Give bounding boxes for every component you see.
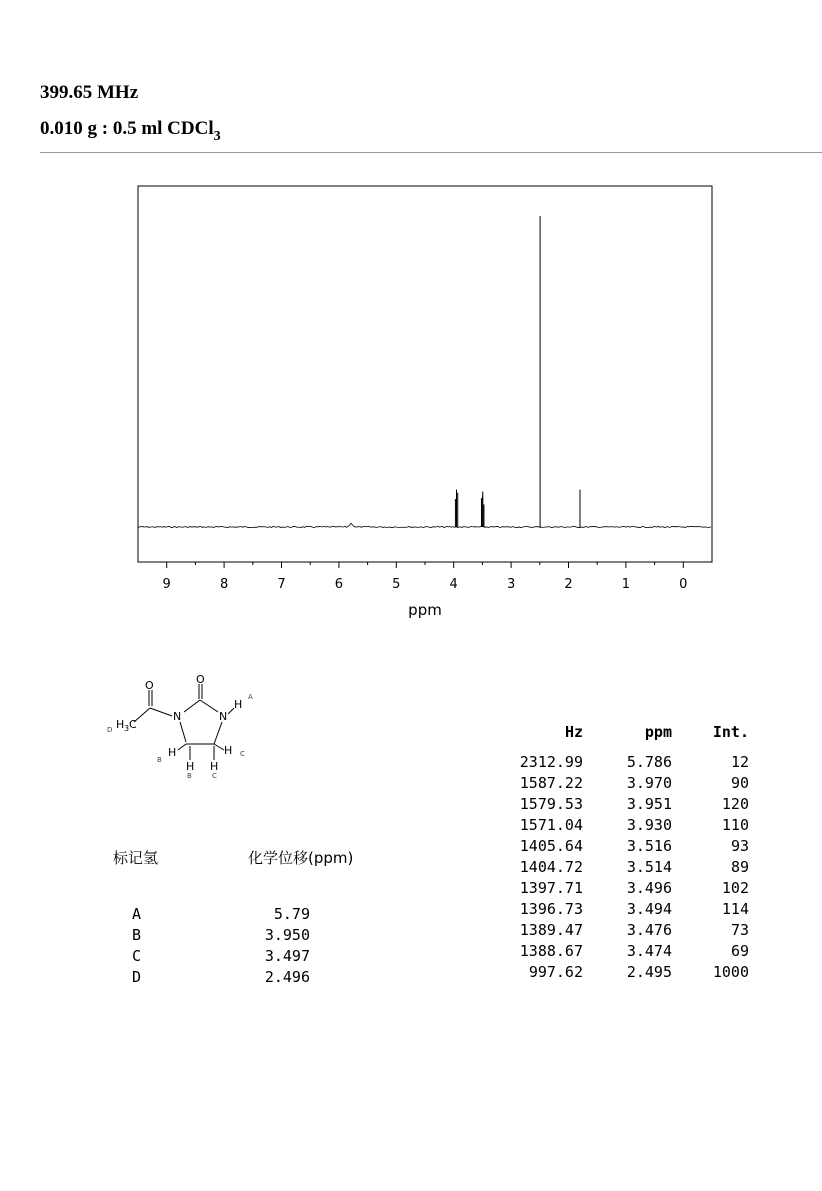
peak-cell-int: 102 <box>721 879 749 897</box>
peak-cell-hz: 1397.71 <box>519 879 583 897</box>
peak-cell-hz: 1587.22 <box>519 774 583 792</box>
atom-h3c-sub: 3 <box>124 724 130 733</box>
assignment-row <box>120 946 320 967</box>
x-axis-ticks <box>167 562 684 568</box>
assignment-row <box>120 967 320 988</box>
sample-subscript: 3 <box>213 129 221 144</box>
peak-cell-hz: 1389.47 <box>519 921 583 939</box>
peak-cell-ppm: 3.516 <box>626 837 672 855</box>
peak-cell-hz: 1405.64 <box>519 837 583 855</box>
sample-text: 0.010 g : 0.5 ml CDCl <box>40 118 214 139</box>
atom-h3c-h: H <box>116 718 125 731</box>
peak-cell-ppm: 3.951 <box>626 795 672 813</box>
assignment-label: D <box>132 968 142 986</box>
bond-c-hb1 <box>178 744 186 750</box>
peak-cell-int: 1000 <box>712 963 749 981</box>
peak-header-ppm: ppm <box>644 723 672 741</box>
table-row <box>480 857 749 878</box>
atom-h-b2: H <box>186 760 195 773</box>
label-b2: B <box>187 772 192 780</box>
bond-ch2-n <box>214 722 222 744</box>
peak-cell-int: 73 <box>730 921 749 939</box>
x-tick-label: 4 <box>449 577 458 592</box>
x-axis-label: ppm <box>408 601 442 619</box>
assignment-shift: 3.950 <box>264 926 310 944</box>
atom-h-c1: H <box>224 744 233 757</box>
peak-cell-int: 120 <box>721 795 749 813</box>
table-row <box>480 920 749 941</box>
atom-o-ring: O <box>196 673 205 686</box>
peak-cell-ppm: 3.930 <box>626 816 672 834</box>
table-row <box>480 941 749 962</box>
peak-cell-ppm: 3.970 <box>626 774 672 792</box>
peak-cell-int: 89 <box>730 858 749 876</box>
peak-cell-ppm: 3.494 <box>626 900 672 918</box>
label-c2: C <box>212 772 217 780</box>
x-tick-label: 1 <box>621 577 631 592</box>
peak-cell-hz: 1388.67 <box>519 942 583 960</box>
label-d: D <box>107 726 113 734</box>
bond-n-ch2 <box>180 722 186 742</box>
x-tick-label: 2 <box>564 577 573 592</box>
label-a: A <box>248 693 253 701</box>
assignment-shift: 5.79 <box>273 905 310 923</box>
table-row <box>480 794 749 815</box>
peak-header-hz: Hz <box>564 723 583 741</box>
spectrum-trace <box>138 523 711 527</box>
peak-cell-hz: 2312.99 <box>519 753 583 771</box>
x-axis-tick-labels <box>163 577 688 592</box>
peak-cell-int: 12 <box>730 753 749 771</box>
table-row <box>480 899 749 920</box>
atom-n1: N <box>173 710 182 723</box>
bond-c-hc1 <box>214 744 224 750</box>
x-tick-label: 8 <box>219 577 229 592</box>
x-tick-label: 0 <box>679 577 688 592</box>
x-tick-label: 7 <box>277 577 286 592</box>
peak-list-table <box>480 712 749 983</box>
peak-cell-hz: 1571.04 <box>519 816 583 834</box>
spectrum-peaks <box>455 216 580 527</box>
peak-cell-int: 90 <box>730 774 749 792</box>
peak-cell-int: 110 <box>721 816 749 834</box>
assignment-label: B <box>132 926 142 944</box>
peak-cell-ppm: 3.476 <box>626 921 672 939</box>
x-tick-label: 9 <box>162 577 171 592</box>
peak-cell-ppm: 2.495 <box>626 963 672 981</box>
peak-cell-int: 114 <box>721 900 749 918</box>
atom-h-a: H <box>234 698 243 711</box>
assignment-label: A <box>132 905 142 923</box>
peak-cell-hz: 1404.72 <box>519 858 583 876</box>
bond-acetyl-n <box>150 708 172 716</box>
peak-header-int: Int. <box>712 723 749 741</box>
table-row <box>480 752 749 773</box>
atom-h-b1: H <box>168 746 177 759</box>
spectrometer-frequency: 399.65 MHz <box>40 82 139 103</box>
assignment-shift: 2.496 <box>264 968 310 986</box>
molecule-structure <box>100 672 280 792</box>
peak-cell-hz: 997.62 <box>528 963 583 981</box>
table-row <box>480 962 749 983</box>
atom-o-acetyl: O <box>145 679 154 692</box>
peak-cell-int: 69 <box>730 942 749 960</box>
label-b1: B <box>157 756 162 764</box>
assignment-row <box>120 904 320 925</box>
assignment-shift: 3.497 <box>264 947 310 965</box>
atom-n2: N <box>219 710 228 723</box>
atom-h3c-c: C <box>129 718 137 731</box>
bond-c-n <box>200 700 218 712</box>
peak-table-body <box>480 752 749 983</box>
label-c1: C <box>240 750 245 758</box>
table-row <box>480 773 749 794</box>
assignment-header-label: 标记氢 <box>113 849 159 867</box>
assignment-label: C <box>132 947 142 965</box>
peak-cell-ppm: 5.786 <box>626 753 672 771</box>
x-tick-label: 5 <box>392 577 401 592</box>
table-row <box>480 815 749 836</box>
peak-cell-ppm: 3.496 <box>626 879 672 897</box>
atom-h-c2: H <box>210 760 219 773</box>
peak-cell-ppm: 3.514 <box>626 858 672 876</box>
assignment-row <box>120 925 320 946</box>
assignment-header-shift: 化学位移(ppm) <box>248 849 354 867</box>
peak-cell-int: 93 <box>730 837 749 855</box>
bond-n-c <box>184 700 200 712</box>
x-tick-label: 6 <box>334 577 344 592</box>
table-row <box>480 836 749 857</box>
peak-table-header <box>480 712 749 752</box>
peak-cell-ppm: 3.474 <box>626 942 672 960</box>
peak-cell-hz: 1396.73 <box>519 900 583 918</box>
table-row <box>480 878 749 899</box>
plot-frame <box>138 186 712 562</box>
x-tick-label: 3 <box>506 577 516 592</box>
peak-cell-hz: 1579.53 <box>519 795 583 813</box>
